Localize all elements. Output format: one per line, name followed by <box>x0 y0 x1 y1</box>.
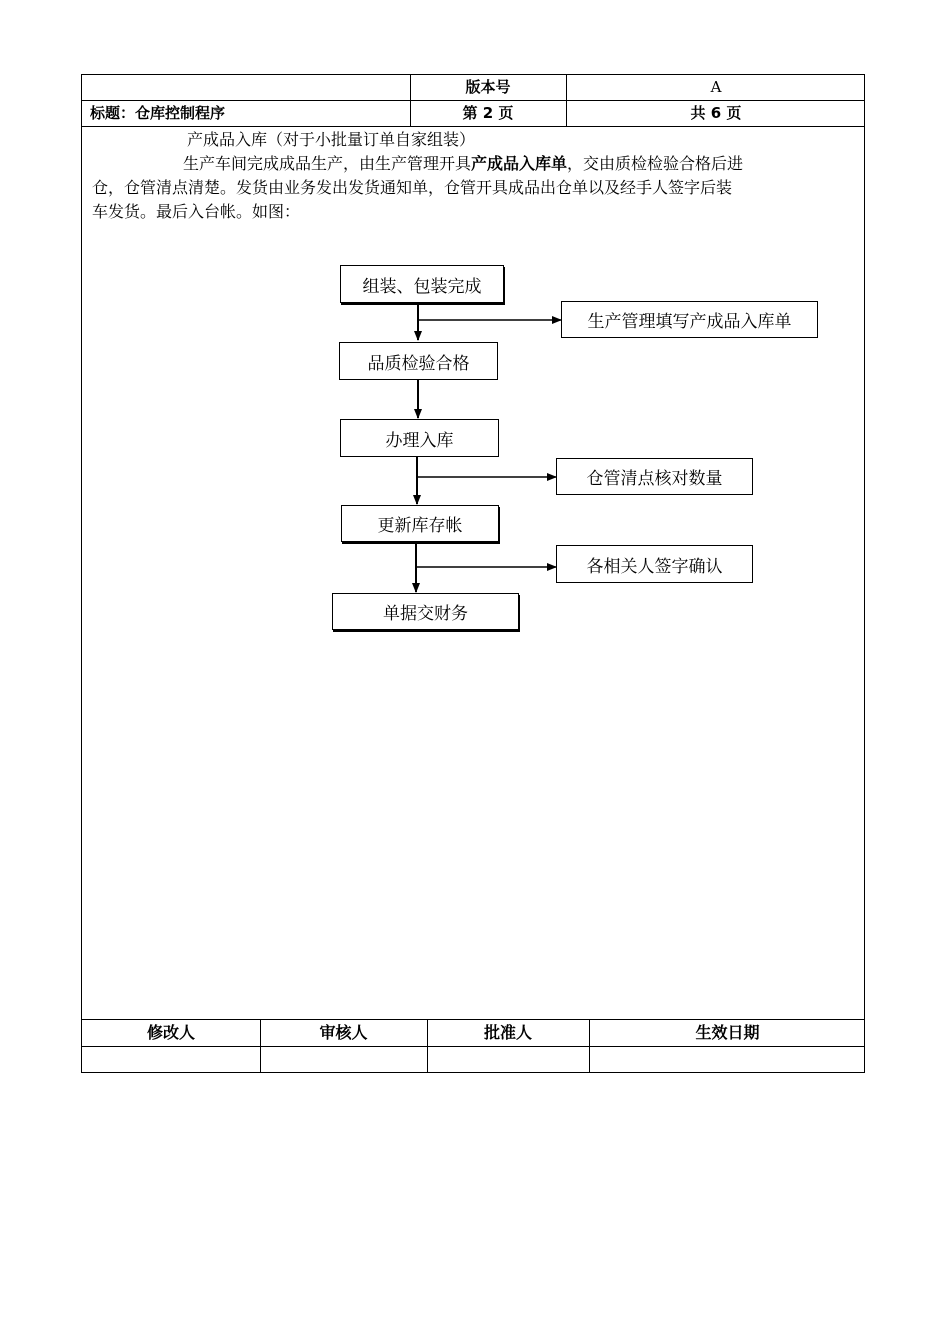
version-label: 版本号 <box>465 78 511 96</box>
flow-side-count-verify: 仓管清点核对数量 <box>556 458 753 495</box>
reviewer-value <box>260 1047 427 1072</box>
flow-step-warehouse-entry: 办理入库 <box>340 419 499 457</box>
flow-step-to-finance: 单据交财务 <box>332 593 519 630</box>
flow-side-production-receipt: 生产管理填写产成品入库单 <box>561 301 818 338</box>
section-heading: 产成品入库（对于小批量订单自家组装） <box>187 130 476 149</box>
paragraph-line3: 车发货。最后入台帐。如图： <box>92 202 301 221</box>
effective-date-label: 生效日期 <box>695 1023 760 1042</box>
document-title: 标题：仓库控制程序 <box>90 104 226 122</box>
flow-step-update-ledger: 更新库存帐 <box>341 505 499 542</box>
modifier-label: 修改人 <box>146 1023 195 1042</box>
approver-label: 批准人 <box>483 1023 532 1042</box>
modifier-value <box>82 1047 260 1072</box>
approver-value <box>427 1047 589 1072</box>
flow-step-assembly-complete: 组装、包装完成 <box>340 265 504 303</box>
page-current: 第 2 页 <box>462 104 514 122</box>
effective-date-value <box>589 1047 866 1072</box>
reviewer-label: 审核人 <box>319 1023 368 1042</box>
page-total: 共 6 页 <box>690 104 742 122</box>
paragraph-bold-term: 产成品入库单 <box>471 154 568 173</box>
flow-side-signoff: 各相关人签字确认 <box>556 545 753 583</box>
version-value: A <box>710 78 722 96</box>
approval-table <box>81 1019 865 1073</box>
paragraph-line2: 仓，仓管清点清楚。发货由业务发出发货通知单，仓管开具成品出仓单以及经手人签字后装 <box>92 178 733 197</box>
paragraph-suffix: ，交由质检检验合格后进 <box>567 154 744 173</box>
paragraph-prefix: 生产车间完成成品生产，由生产管理开具 <box>183 154 472 173</box>
flow-step-quality-pass: 品质检验合格 <box>339 342 498 380</box>
